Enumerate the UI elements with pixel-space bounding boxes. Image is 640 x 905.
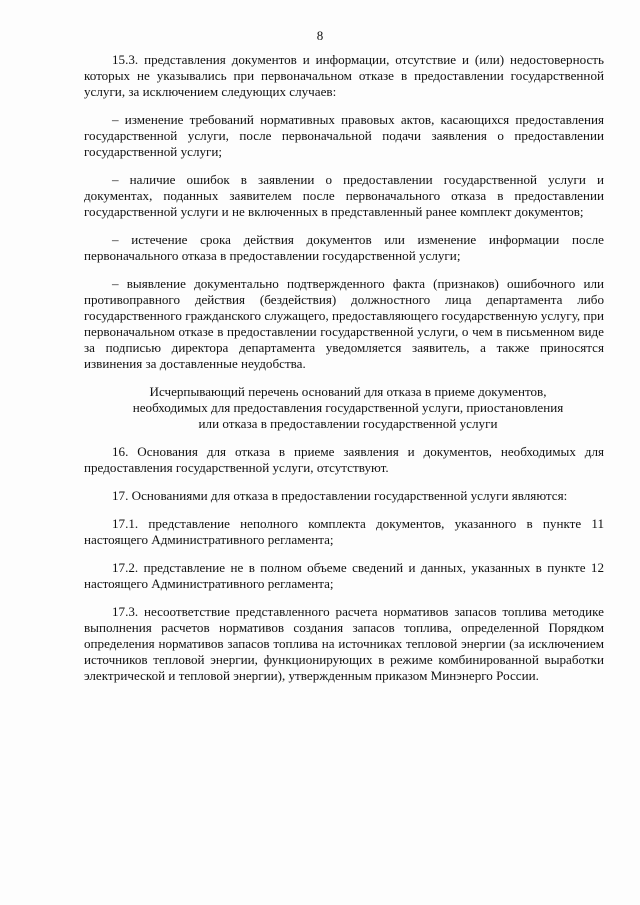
section-heading [84,384,604,432]
paragraph-17-3: 17.3. несоответствие представленного расчета нормативов запасов топлива методике выполнения расчетов нормативов создания запасов топлива, определенной Порядком определения нормативов запасов топлива на источниках тепловой энергии (за исключением источников тепловой энергии, функционирующих в режиме комбинированной выработки электрической и тепловой энергии), утвержденным приказом Минэнерго России. [84,604,604,683]
list-item-document-expiry: – истечение срока действия документов или изменение информации после первоначального отказа в предоставлении государственной услуги; [84,232,604,263]
list-item-requirements-change: – изменение требований нормативных правовых актов, касающихся предоставления государственной услуги, после первоначальной подачи заявления о предоставлении государственной услуги; [84,112,604,159]
document-body [84,52,604,696]
paragraph-16: 16. Основания для отказа в приеме заявления и документов, необходимых для предоставления государственной услуги, отсутствуют. [84,444,604,475]
heading-line: Исчерпывающий перечень оснований для отказа в приеме документов, [149,384,547,399]
list-item-application-errors: – наличие ошибок в заявлении о предоставлении государственной услуги и документах, поданных заявителем после первоначального отказа в предоставлении государственной услуги и не включенных в представленный ранее комплект документов; [84,172,604,219]
paragraph-17-2: 17.2. представление не в полном объеме сведений и данных, указанных в пункте 12 настоящего Административного регламента; [84,560,604,591]
list-item-official-misconduct: – выявление документально подтвержденного факта (признаков) ошибочного или противоправного действия (бездействия) должностного лица департамента либо государственного гражданского служащего, предоставляющего государственную услугу, при первоначальном отказе в предоставлении государственной услуги, о чем в письменном виде за подписью директора департамента уведомляется заявитель, а также приносятся извинения за доставленные неудобства. [84,276,604,371]
page-number: 8 [316,28,324,43]
paragraph-17: 17. Основаниями для отказа в предоставлении государственной услуги являются: [112,488,568,503]
paragraph-17-1: 17.1. представление неполного комплекта документов, указанного в пункте 11 настоящего Административного регламента; [84,516,604,547]
heading-line: или отказа в предоставлении государственной услуги [198,416,498,431]
paragraph-15-3: 15.3. представления документов и информации, отсутствие и (или) недостоверность которых не указывались при первоначальном отказе в предоставлении государственной услуги, за исключением следующих случаев: [84,52,604,99]
heading-line: необходимых для предоставления государственной услуги, приостановления [132,400,564,415]
